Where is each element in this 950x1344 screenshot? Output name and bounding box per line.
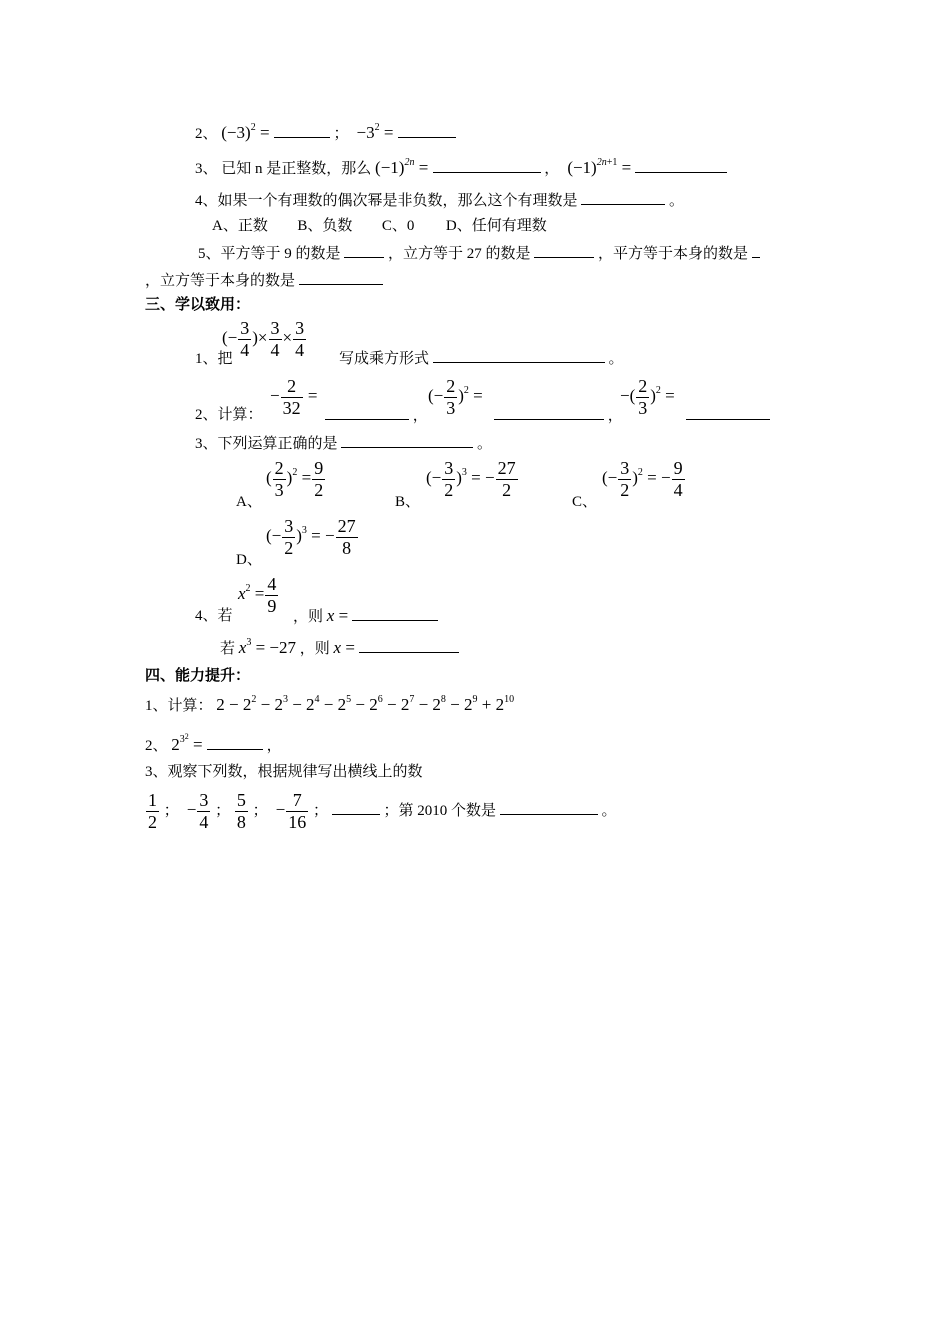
s4-q3-sequence: $\frac{1}{2}$ ； − $\frac{3}{4}$ ； $\frac{5}{8}$ ； − $\frac{7}{16}$ ； ；第 2010 个数是 。: [148, 790, 617, 832]
s3-q1-row: 1、把 写成乘方形式 。: [195, 348, 624, 369]
s3-q2-label: 2、计算：: [195, 407, 263, 423]
math-x-squared: $x^2$ = $\frac{4}{9}$: [238, 574, 277, 616]
math-option-c: (− $\frac{3}{2}$ )$^2$ = − $\frac{9}{4}$: [602, 458, 683, 500]
math-option-d: (− $\frac{3}{2}$ )$^3$ = − $\frac{27}{8}$: [266, 516, 356, 558]
s4-q1-row: 1、计算： $2 - 2^2 - 2^3 - 2^4 - 2^5 - 2^6 - 2^7 - 2^8 - 2^9 + 2^{10}$: [145, 694, 515, 714]
math-option-a: ( $\frac{2}{3}$ )$^2$ = $\frac{9}{2}$: [266, 458, 324, 500]
answer-blank-q5c[interactable]: [752, 243, 760, 258]
seq-term-1: $\frac{1}{2}$: [148, 790, 157, 832]
math-neg1-pow-2n: $(-1)^{2n}$ =: [375, 157, 433, 177]
q4-option-b[interactable]: B、负数: [297, 218, 353, 234]
seq-term-3: $\frac{5}{8}$: [236, 790, 246, 832]
section3-title: 三、学以致用：: [145, 297, 251, 313]
q2-row: 2、 $(-3)^2$ = ； $-3^2$ =: [195, 123, 456, 146]
s4-q2-row: 2、 $2^{3^2}$ = ，: [145, 732, 282, 754]
answer-blank-s4q3b[interactable]: [500, 800, 598, 815]
s3-q3-row: 3、下列运算正确的是 。: [195, 433, 492, 454]
answer-blank-s3q2b[interactable]: [494, 405, 604, 420]
s3-q4-row1: ，则 x =: [293, 606, 438, 627]
seq-term-2: $\frac{3}{4}$: [199, 790, 209, 832]
seq-term-4: $\frac{7}{16}$: [288, 790, 307, 832]
q2-label: 2、: [195, 126, 218, 142]
q4-text: 4、如果一个有理数的偶次幂是非负数，那么这个有理数是: [195, 193, 578, 209]
q4-row: 4、如果一个有理数的偶次幂是非负数，那么这个有理数是 。: [195, 190, 684, 211]
answer-blank-s3q3[interactable]: [341, 433, 473, 448]
math-option-b: (− $\frac{3}{2}$ )$^3$ = − $\frac{27}{2}$: [426, 458, 516, 500]
math-power-sum: $2 - 2^2 - 2^3 - 2^4 - 2^5 - 2^6 - 2^7 - 2^8 - 2^9 + 2^{10}$: [216, 694, 515, 714]
option-d-label[interactable]: D、: [236, 552, 262, 568]
answer-blank-s3q1[interactable]: [433, 348, 605, 363]
answer-blank-s4q2[interactable]: [207, 735, 263, 750]
answer-blank-q5b[interactable]: [534, 243, 594, 258]
answer-blank-s3q4b[interactable]: [359, 638, 459, 653]
math-s3q2-expr2: (− $\frac{2}{3}$ )$^2$ =: [428, 376, 483, 418]
q4-option-a[interactable]: A、正数: [212, 218, 268, 234]
math-neg3-squared: $(-3)^2$ =: [221, 122, 274, 142]
answer-blank-q2a[interactable]: [274, 123, 330, 138]
q4-options: [212, 216, 547, 236]
q5-row-2: ，立方等于本身的数是: [145, 270, 383, 291]
answer-blank-s3q2c[interactable]: [686, 405, 770, 420]
answer-blank-q2b[interactable]: [398, 123, 456, 138]
option-b-label[interactable]: B、: [395, 494, 421, 510]
answer-blank-q5a[interactable]: [344, 243, 384, 258]
q4-option-d[interactable]: D、任何有理数: [445, 218, 547, 234]
q3-text: 已知 n 是正整数，那么: [221, 161, 372, 177]
math-s3q2-expr3: −( $\frac{2}{3}$ )$^2$ =: [620, 376, 675, 418]
math-neg1-pow-2n1: $(-1)^{2n+1}$ =: [563, 157, 636, 177]
s3-q4-row2: 若 $x^3 = -27$ ，则 x =: [220, 638, 459, 661]
q4-option-c[interactable]: C、0: [381, 218, 415, 234]
math-minus-3-squared: $-3^2$ =: [352, 122, 398, 142]
q3-row: 3、 已知 n 是正整数，那么 $(-1)^{2n}$ = ， $(-1)^{2n+1}$ =: [195, 158, 727, 181]
answer-blank-q5d[interactable]: [299, 270, 383, 285]
s3-q1-text: 写成乘方形式: [339, 351, 430, 367]
answer-blank-s3q4a[interactable]: [352, 606, 438, 621]
option-a-label[interactable]: A、: [236, 494, 262, 510]
option-c-label[interactable]: C、: [572, 494, 598, 510]
q5-row: 5、平方等于 9 的数是 ，立方等于 27 的数是 ，平方等于本身的数是: [198, 243, 760, 264]
answer-blank-q4[interactable]: [581, 190, 665, 205]
answer-blank-s4q3a[interactable]: [332, 800, 380, 815]
math-s3q2-expr1: − $\frac{2}{32}$ =: [270, 376, 318, 418]
answer-blank-s3q2a[interactable]: [325, 405, 409, 420]
math-2-pow-3-squared: $2^{3^2}$ =: [171, 732, 207, 754]
answer-blank-q3a[interactable]: [433, 158, 541, 173]
math-q1-product: (− $\frac{3}{4}$ )× $\frac{3}{4}$ × $\frac{3}{4}$: [222, 318, 305, 360]
math-x-cubed: $x^3 = -27$: [238, 637, 296, 657]
s4-q3-text: 3、观察下列数，根据规律写出横线上的数: [145, 764, 423, 780]
s3-q4-label: 4、若: [195, 608, 233, 624]
answer-blank-q3b[interactable]: [635, 158, 727, 173]
section4-title: 四、能力提升：: [145, 668, 251, 684]
